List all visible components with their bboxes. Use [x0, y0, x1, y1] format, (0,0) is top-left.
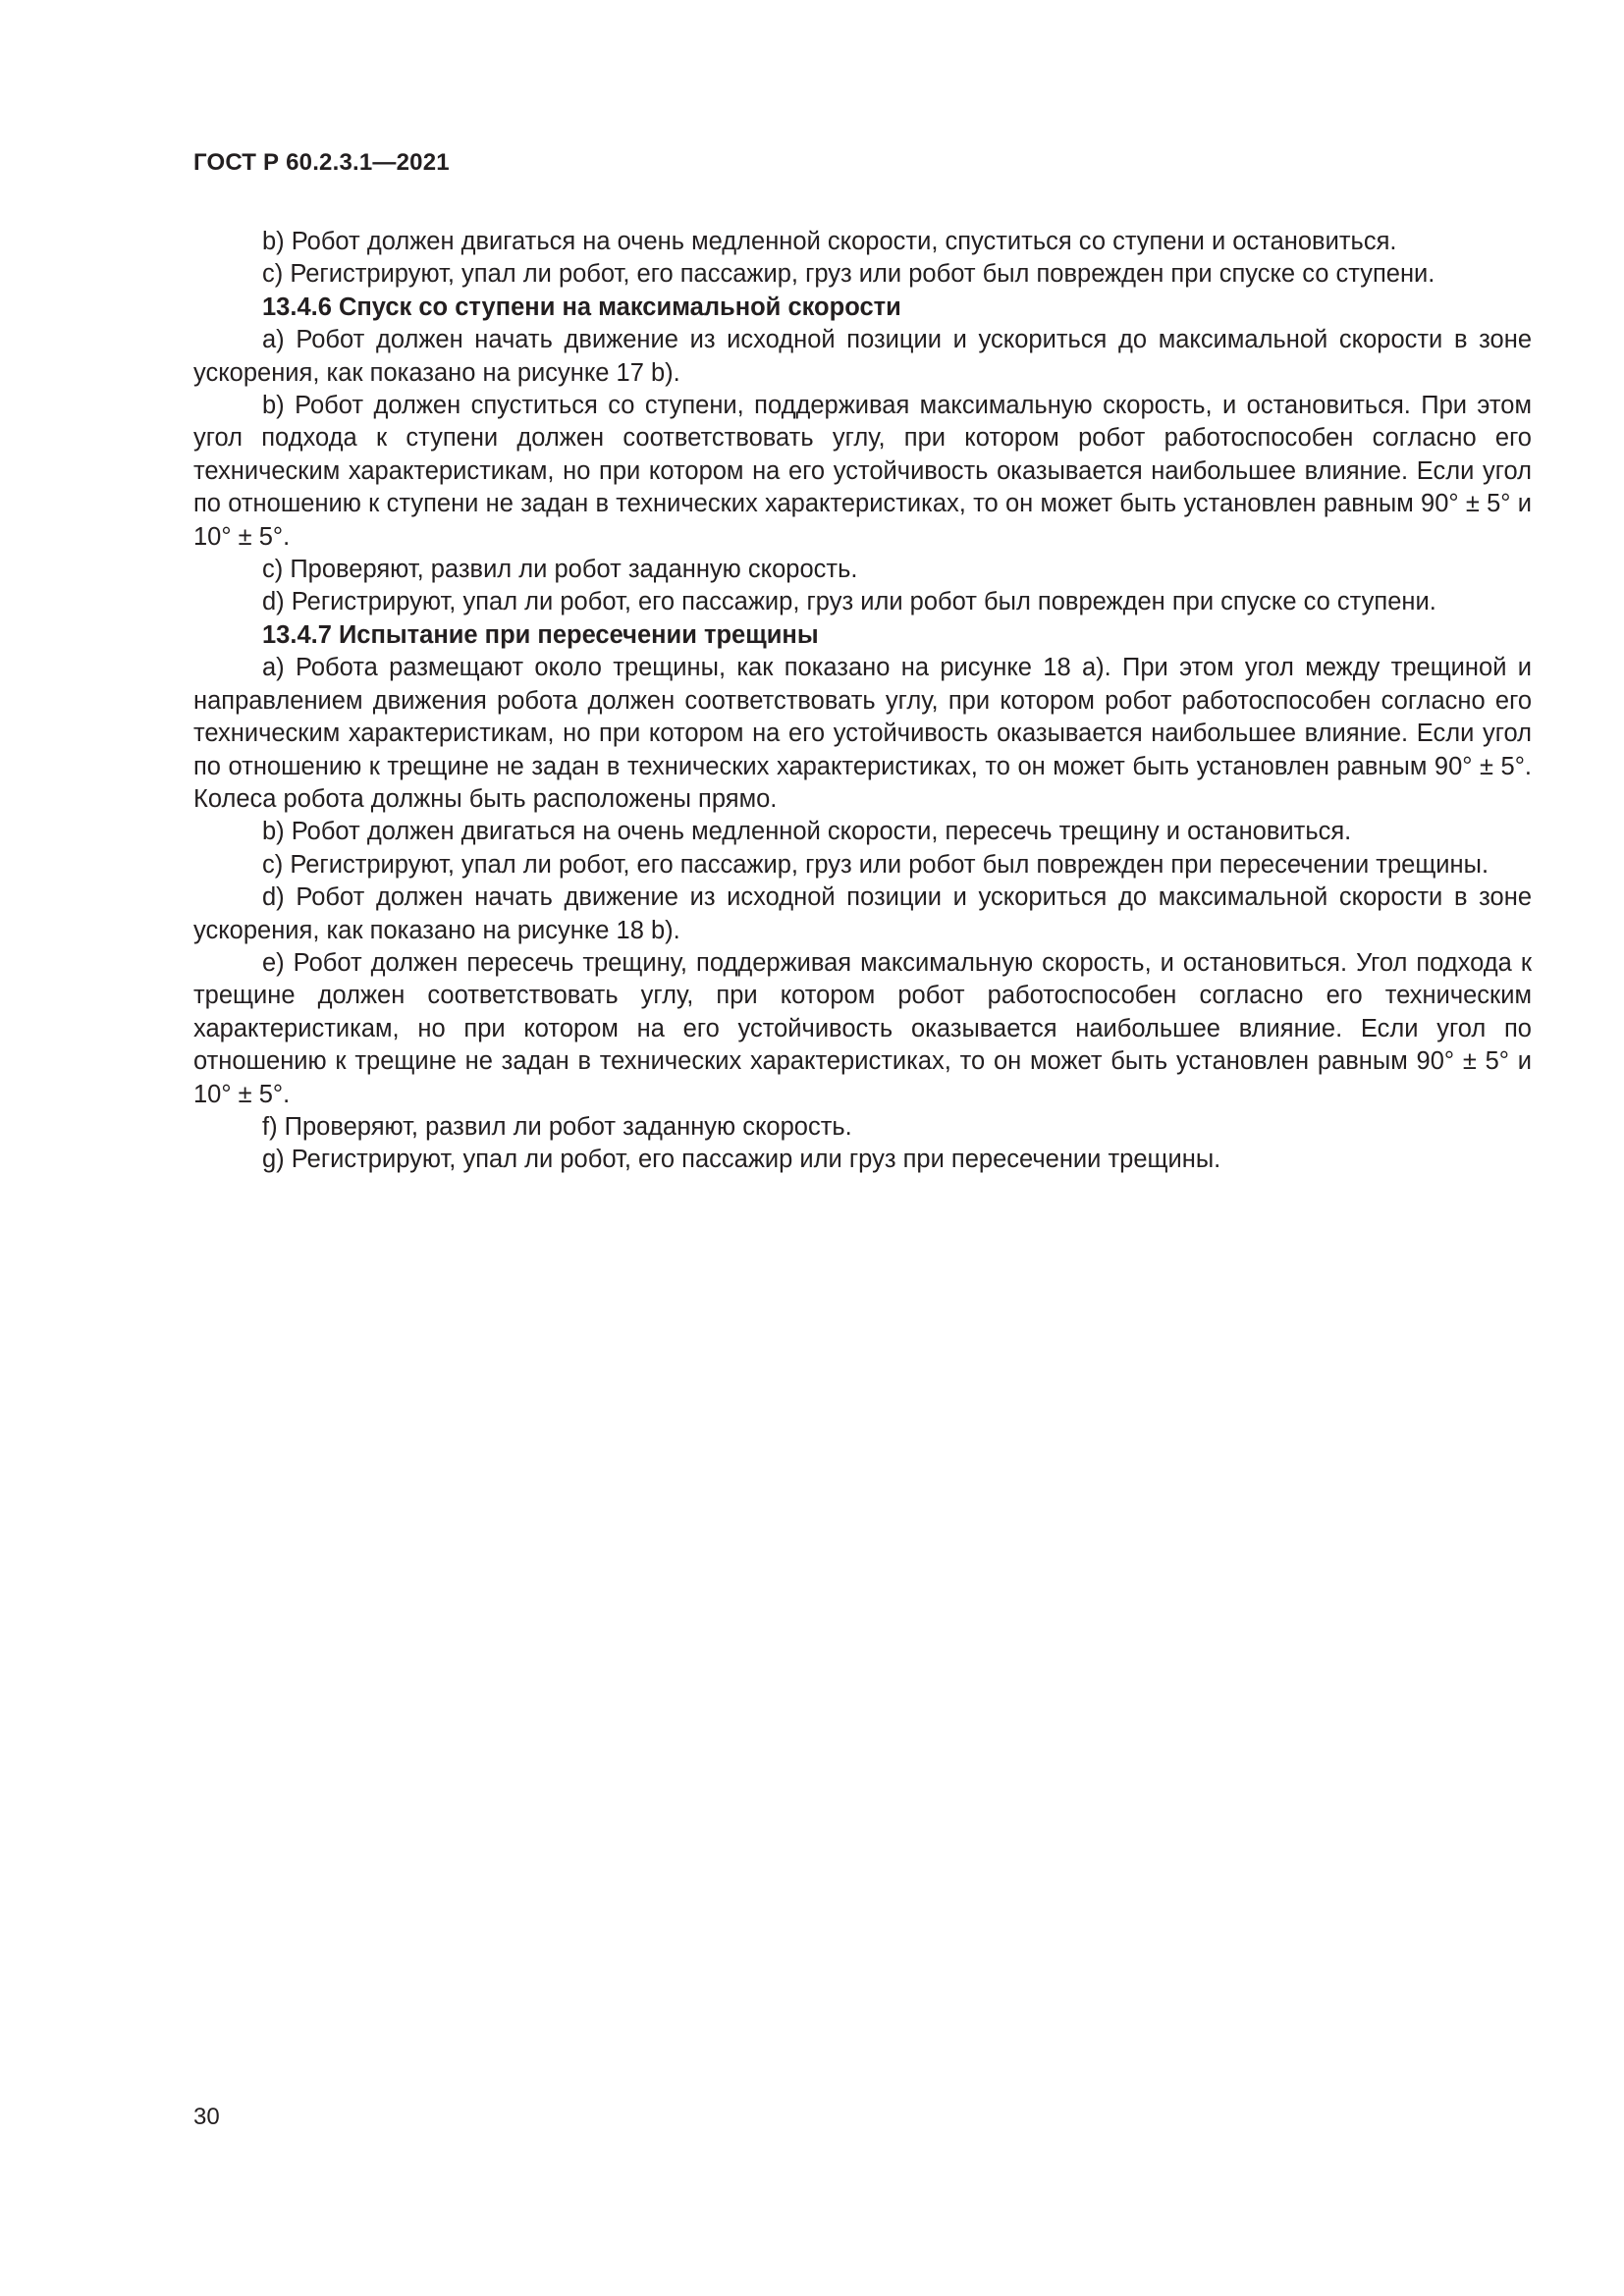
paragraph-13-4-7-f: f) Проверяют, развил ли робот заданную скорость. — [262, 1112, 852, 1141]
paragraph-13-4-7-b: b) Робот должен двигаться на очень медленной скорости, пересечь трещину и остановиться. — [262, 818, 1352, 846]
paragraph-13-4-7-a: a) Робота размещают около трещины, как показано на рисунке 18 a). При этом угол между трещиной и направлением движения робота должен соответствовать углу, при котором робот работоспособен согласно его техническим характеристикам, но при котором на его устойчивость оказывается наибольшее влияние. Если угол по отношению к трещине не задан в технических характеристиках, то он может быть установлен равным 90° ± 5°. Колеса робота должны быть расположены прямо. — [193, 654, 1532, 813]
paragraph-13-4-7-g: g) Регистрируют, упал ли робот, его пассажир или груз при пересечении трещины. — [262, 1146, 1221, 1174]
paragraph-13-4-7-e: e) Робот должен пересечь трещину, поддерживая максимальную скорость, и остановиться. Угол подхода к трещине должен соответствовать углу, при котором робот работоспособен согласно его техническим характеристикам, но при котором на его устойчивость оказывается наибольшее влияние. Если угол по отношению к трещине не задан в технических характеристиках, то он может быть установлен равным 90° ± 5° и 10° ± 5°. — [193, 948, 1532, 1108]
section-heading-13-4-7: 13.4.7 Испытание при пересечении трещины — [262, 620, 819, 649]
paragraph-13-4-7-d: d) Робот должен начать движение из исходной позиции и ускориться до максимальной скорости в зоне ускорения, как показано на рисунке 18 b). — [193, 883, 1532, 944]
paragraph-13-4-6-a: a) Робот должен начать движение из исходной позиции и ускориться до максимальной скорости в зоне ускорения, как показано на рисунке 17 b). — [193, 326, 1532, 387]
paragraph-13-4-6-c: c) Проверяют, развил ли робот заданную скорость. — [262, 556, 858, 584]
page-number: 30 — [193, 2104, 220, 2130]
paragraph-13-4-5-b: b) Робот должен двигаться на очень медленной скорости, спуститься со ступени и остановиться. — [262, 228, 1397, 255]
paragraph-13-4-6-b: b) Робот должен спуститься со ступени, поддерживая максимальную скорость, и остановиться. При этом угол подхода к ступени должен соответствовать углу, при котором робот работоспособен согласно его техническим характеристикам, но при котором на его устойчивость оказывается наибольшее влияние. Если угол по отношению к ступени не задан в технических характеристиках, то он может быть установлен равным 90° ± 5° и 10° ± 5°. — [193, 392, 1532, 551]
paragraph-13-4-7-c: c) Регистрируют, упал ли робот, его пассажир, груз или робот был поврежден при пересечении трещины. — [262, 850, 1489, 879]
document-header: ГОСТ Р 60.2.3.1—2021 — [193, 149, 450, 176]
paragraph-13-4-5-c: c) Регистрируют, упал ли робот, его пассажир, груз или робот был поврежден при спуске со ступени. — [262, 260, 1435, 289]
paragraph-13-4-6-d: d) Регистрируют, упал ли робот, его пассажир, груз или робот был поврежден при спуске со ступени. — [262, 588, 1436, 616]
document-body — [193, 226, 1532, 1177]
section-heading-13-4-6: 13.4.6 Спуск со ступени на максимальной скорости — [262, 293, 901, 321]
